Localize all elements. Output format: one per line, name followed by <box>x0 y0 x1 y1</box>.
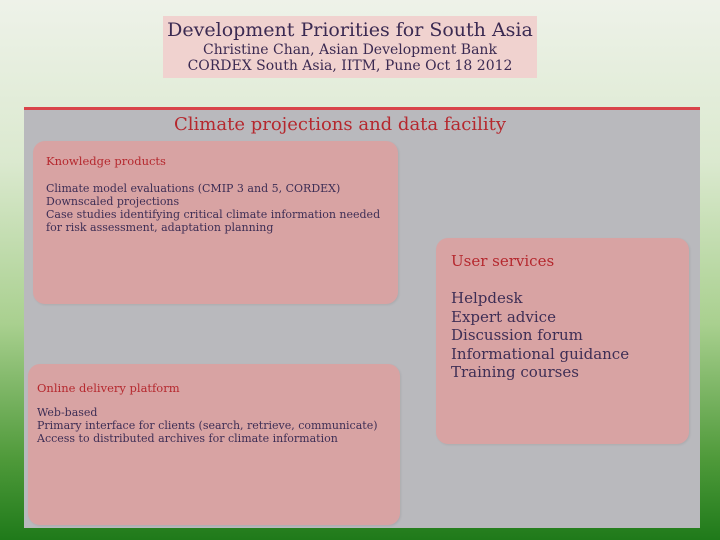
delivery-platform-list <box>37 406 392 445</box>
panel-title: Climate projections and data facility <box>174 114 507 135</box>
list-item: Case studies identifying critical climate information needed for risk assessment, adaptation planning <box>46 208 381 234</box>
knowledge-products-card <box>33 141 398 304</box>
list-item: Expert advice <box>451 307 556 326</box>
slide-title: Development Priorities for South Asia <box>167 19 533 41</box>
delivery-platform-heading: Online delivery platform <box>37 381 180 395</box>
event-line: CORDEX South Asia, IITM, Pune Oct 18 2012 <box>187 58 513 74</box>
knowledge-products-list <box>46 182 391 234</box>
delivery-platform-card <box>28 364 400 525</box>
author-line: Christine Chan, Asian Development Bank <box>203 42 497 58</box>
user-services-heading: User services <box>451 252 555 270</box>
list-item: Discussion forum <box>451 326 583 344</box>
knowledge-products-heading: Knowledge products <box>46 154 166 168</box>
facility-panel <box>24 107 700 528</box>
list-item: Training courses <box>451 363 579 381</box>
list-item: Primary interface for clients (search, retrieve, communicate) <box>37 419 378 432</box>
list-item: Informational guidance <box>451 344 630 363</box>
user-services-card <box>436 238 689 444</box>
list-item: Access to distributed archives for climate information <box>37 432 338 445</box>
list-item: Helpdesk <box>451 289 523 307</box>
list-item: Web-based <box>37 406 98 419</box>
title-box <box>163 16 537 78</box>
user-services-list <box>451 289 681 382</box>
list-item: Downscaled projections <box>46 195 180 208</box>
list-item: Climate model evaluations (CMIP 3 and 5, CORDEX) <box>46 182 341 195</box>
